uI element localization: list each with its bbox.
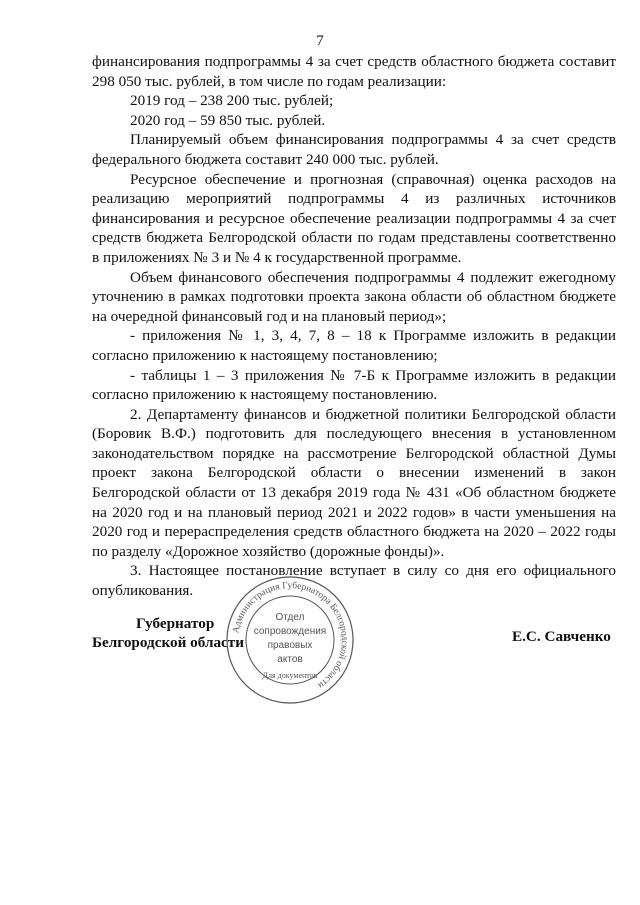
paragraph-tables: - таблицы 1 – 3 приложения № 7-Б к Программе изложить в редакции согласно приложению к настоящему постановлению. (92, 366, 616, 404)
paragraph-year-2019: 2019 год – 238 200 тыс. рублей; (130, 92, 334, 110)
stamp-ring-text: Администрация Губернатора Белгородской области (231, 580, 350, 691)
signature-name: Е.С. Савченко (512, 628, 611, 645)
document-body (92, 52, 616, 601)
paragraph-financing-federal: Планируемый объем финансирования подпрограммы 4 за счет средств федерального бюджета составит 240 000 тыс. рублей. (92, 131, 616, 168)
paragraph-appendices: - приложения № 1, 3, 4, 7, 8 – 18 к Программе изложить в редакции согласно приложению к настоящему постановлению; (92, 327, 616, 364)
paragraph-financing-regional: финансирования подпрограммы 4 за счет средств областного бюджета составит 298 050 тыс. рублей, в том числе по годам реализации: (92, 53, 616, 90)
signature-title-line1: Губернатор (136, 615, 215, 632)
paragraph-year-2020: 2020 год – 59 850 тыс. рублей. (130, 111, 326, 129)
stamp-center-line3: правовых (267, 640, 313, 651)
stamp-center-line1: Отдел (275, 612, 305, 623)
stamp-bottom-text: Для документов (262, 671, 318, 680)
paragraph-resource-provision: Ресурсное обеспечение и прогнозная (справочная) оценка расходов на реализацию мероприятий подпрограммы 4 из различных источников финансирования и ресурсное обеспечение реализации подпрограммы 4 за счет средств бюджета Белгородской области по годам представлены соответственно в приложениях № 3 и № 4 к государственной программе. (92, 170, 616, 266)
paragraph-department-instruction: 2. Департаменту финансов и бюджетной политики Белгородской области (Боровик В.Ф.) подготовить для последующего внесения в установленном законодательством порядке на рассмотрение Белгородской областной Думы проект закона Белгородской области о внесении изменений в закон Белгородской области от 13 декабря 2019 года № 431 «Об областном бюджете на 2020 год и на плановый период 2021 и 2022 годов» в части уменьшения на 2020 год и перераспределения средств областного бюджета на 2020 – 2022 годы по разделу «Дорожное хозяйство (дорожные фонды)». (92, 405, 616, 560)
stamp-center-line4: актов (277, 654, 303, 665)
paragraph-entry-into-force: 3. Настоящее постановление вступает в силу со дня его официального опубликования. (92, 562, 616, 600)
official-stamp (222, 572, 358, 708)
signature-title-line2: Белгородской области (92, 634, 245, 651)
stamp-center-line2: сопровождения (253, 626, 327, 637)
page-number: 7 (316, 33, 324, 49)
paragraph-annual-clarification: Объем финансового обеспечения подпрограммы 4 подлежит ежегодному уточнению в рамках подготовки проекта закона области об областном бюджете на очередной финансовый год и на плановый период»; (92, 268, 616, 325)
